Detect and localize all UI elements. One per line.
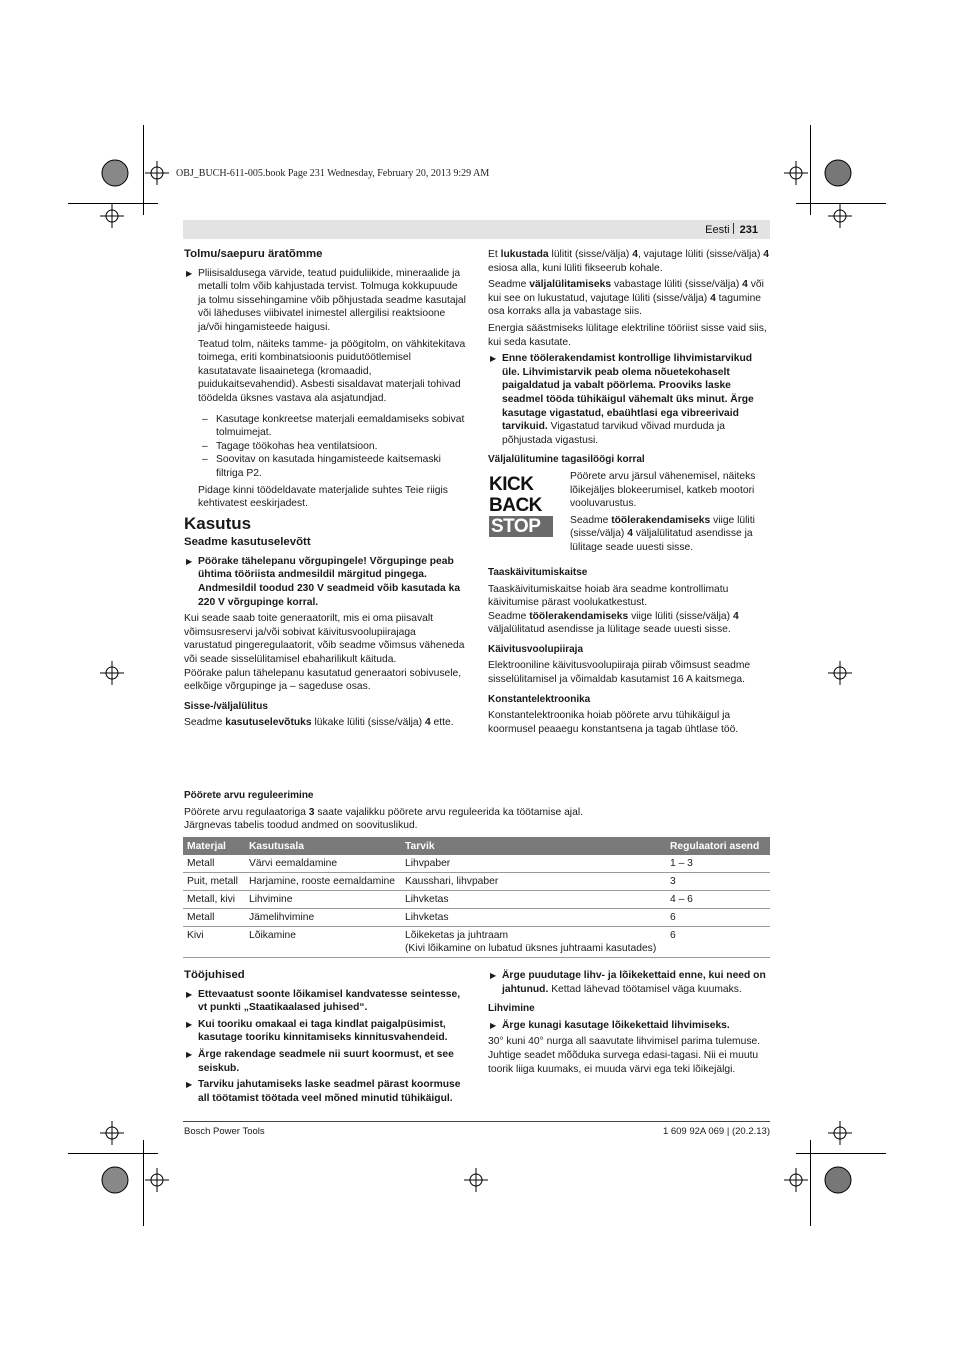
subheading-limiter: Käivitusvoolupiiraja — [488, 643, 584, 655]
paragraph: Elektrooniline käivitusvoolupiiraja piirab võimsust seadme sisselülitamisel ja võimaldab kasutamist 16 A kaitsmega. — [488, 660, 751, 686]
table-header-row — [183, 837, 770, 855]
table-row: Kivi Lõikamine Lõikeketas ja juhtraam (Kivi lõikamine on lubatud üksnes juhtraami kasutades) 6 — [183, 927, 770, 958]
footer-docnumber: 1 609 92A 069 | (20.2.13) — [662, 1126, 770, 1137]
paragraph: Pidage kinni töödeldavate materjalide suhtes Teie riigis kehtivatest eeskirjadest. — [198, 484, 448, 510]
bullet-tip: ▶ Tarviku jahutamiseks laske seadmel pärast koormuse all töötamist töötada veel mõned minutid tühikäigul. — [186, 1079, 461, 1104]
bullet-dust: ▶ Pliisisaldusega värvide, teatud puiduliikide, mineraalide ja metalli tolm võib kahjustada tervist. Tolmuga kokkupuude ja tolmu sissehingamine võib põhjustada seadme kasutajal või läheduses viibivatel inimestel allergilisi reaktsioone ja/või hingamisteede haigusi. — [186, 267, 466, 333]
subheading-constant: Konstantelektroonika — [488, 693, 591, 705]
bullet-tip: ▶ Ettevaatust soonte lõikamisel kandvatesse seintesse, vt punkti „Staatikaalased juhised“. — [186, 988, 461, 1014]
section-heading-startup: Seadme kasutuselevõtt — [184, 536, 311, 549]
bullet-voltage: ▶ Pöörake tähelepanu võrgupingele! Võrgupinge peab ühtima tööriista andmesildil märgitud pingega. Andmesildil toodud 230 V seadmeid võib kasutada ka 220 V võrgupinge korral. — [186, 555, 461, 608]
left-column — [184, 248, 466, 733]
bullet-tip: ▶ Ärge kunagi kasutage lõikekettaid lihvimiseks. — [490, 1019, 730, 1031]
bullet-arrow-icon: ▶ — [490, 1020, 497, 1030]
subheading-restart: Taaskäivitumiskaitse — [488, 566, 588, 578]
kickback-block — [488, 470, 770, 560]
table-header: Kasutusala — [245, 837, 401, 855]
footer-rule — [183, 1121, 770, 1122]
subheading-kickback: Väljalülitumine tagasilöögi korral — [488, 454, 645, 466]
bullet-arrow-icon: ▶ — [186, 1080, 193, 1090]
paragraph: Energia säästmiseks lülitage elektriline tööriist sisse vaid siis, kui seda kasutate. — [488, 322, 767, 348]
section-heading-dust: Tolmu/saepuru äratõmme — [184, 248, 323, 260]
bullet-tip: ▶ Ärge rakendage seadmele nii suurt koormust, et see seiskub. — [186, 1048, 454, 1074]
subheading-speed: Pöörete arvu reguleerimine — [184, 790, 314, 801]
paragraph: Seadme töölerakendamiseks viige lüliti (sisse/välja) 4 väljalülitatud asendisse ja lülitage seade uuesti sisse. — [488, 610, 739, 636]
subheading-onoff: Sisse-/väljalülitus — [184, 700, 268, 712]
paragraph: Pöörake palun tähelepanu kasutatud generaatori sobivusele, eelkõige võrgupinge ja – sageduse osas. — [184, 667, 462, 693]
paragraph: Pöörete arvu järsul vähenemisel, näiteks lõikejäljes blokeerumisel, katkeb mootori vooluvarustus. — [570, 470, 756, 510]
page-number: 231 — [739, 224, 758, 236]
tips-left-column — [184, 969, 466, 1108]
paragraph: Järgnevas tabelis toodud andmed on soovituslikud. — [184, 820, 418, 832]
dash-item: – Kasutage konkreetse materjali eemaldamiseks sobivat tolmuimejat. — [202, 413, 465, 439]
right-column — [488, 248, 770, 739]
tips-right-column — [488, 969, 770, 1079]
table-header: Regulaatori asend — [666, 837, 770, 855]
dash-item: – Soovitav on kasutada hingamisteede kaitsemaski filtriga P2. — [202, 454, 441, 479]
bullet-arrow-icon: ▶ — [186, 1019, 193, 1029]
subheading-grinding: Lihvimine — [488, 1003, 535, 1015]
speed-table — [183, 837, 770, 958]
header-language: Eesti — [705, 224, 730, 236]
paragraph: Et lukustada lülitit (sisse/välja) 4, vajutage lüliti (sisse/välja) 4 esiosa alla, kuni lüliti fikseerub kohale. — [488, 249, 770, 274]
kickback-stop-logo: KICK BACK STOP — [489, 474, 553, 538]
paragraph: Seadme kasutuselevõtuks lükake lüliti (sisse/välja) 4 ette. — [184, 717, 454, 729]
bullet-arrow-icon: ▶ — [186, 556, 193, 566]
footer-brand: Bosch Power Tools — [184, 1126, 265, 1137]
speed-section — [184, 783, 770, 836]
page-header — [183, 220, 770, 239]
paragraph: Pöörete arvu regulaatoriga 3 saate vajalikku pöörete arvu reguleerida ka töötamise ajal. — [184, 806, 583, 818]
bullet-arrow-icon: ▶ — [186, 989, 193, 999]
table-row: Puit, metall Harjamine, rooste eemaldamine Kausshari, lihvpaber 3 — [183, 873, 770, 891]
bullet-arrow-icon: ▶ — [186, 1049, 193, 1059]
paragraph: 30° kuni 40° nurga all saavutate lihvimisel parima tulemuse. Juhtige seadet mõõduka survega edasi-tagasi. Nii ei muutu toorik liiga kuumaks, ei muuda värvi ega teki lõikejälgi. — [488, 1036, 761, 1075]
table-header: Tarvik — [401, 837, 666, 855]
print-header: OBJ_BUCH-611-005.book Page 231 Wednesday, February 20, 2013 9:29 AM — [176, 168, 490, 179]
dash-item: – Tagage töökohas hea ventilatsioon. — [202, 440, 378, 452]
bullet-tip: ▶ Kui tooriku omakaal ei taga kindlat paigalpüsimist, kasutage tooriku kinnitamiseks kinnitusvahendeid. — [186, 1018, 448, 1044]
table-row: Metall Värvi eemaldamine Lihvpaber 1 – 3 — [183, 855, 770, 873]
paragraph: Seadme töölerakendamiseks viige lüliti (sisse/välja) 4 väljalülitatud asendisse ja lülitage seade uuesti sisse. — [570, 514, 755, 553]
table-row: Metall, kivi Lihvimine Lihvketas 4 – 6 — [183, 891, 770, 909]
paragraph: Konstantelektroonika hoiab pöörete arvu tühikäigul ja koormusel peaaegu konstantsena ja tagab ühtlase töö. — [488, 710, 739, 735]
bullet-arrow-icon: ▶ — [490, 354, 497, 364]
paragraph: Teatud tolm, näiteks tamme- ja pöögitolm, on vähkitekitava toimega, eriti kombinatsioonis puidutöötlemisel kasutatavate lisaainetega (kromaadid, puidukaitsevahendid). Asbesti sisaldavat materjali tohivad töödelda üksnes vastava ala asjatundjad. — [198, 338, 466, 404]
bullet-check-tools: ▶ Enne töölerakendamist kontrollige lihvimistarvikud üle. Lihvimistarvik peab olema nõuetekohaselt paigaldatud ja vabalt pöörlema. Prooviks laske seadmel tööda tühikäigul vähemalt üks minut. Ärge kasutage vigastatud, ebaühtlasi ega vibreerivaid tarvikuid. Vigastatud tarvikud võivad murduda ja põhjustada vigastusi. — [490, 353, 754, 446]
bullet-arrow-icon: ▶ — [490, 971, 497, 980]
table-header: Materjal — [183, 837, 245, 855]
bullet-arrow-icon: ▶ — [186, 268, 193, 278]
table-row: Metall Jämelihvimine Lihvketas 6 — [183, 909, 770, 927]
section-title-kasutus: Kasutus — [184, 513, 252, 533]
paragraph: Kui seade saab toite generaatorilt, mis ei oma piisavalt võimsusreservi ja/või sobivat käivitusvoolupiirajaga varustatud pingeregulaatorit, võib seadme võimsus väheneda või seade sisselülitamisel ebaharilikult käituda. — [184, 613, 465, 666]
paragraph: Taaskäivitumiskaitse hoiab ära seadme kontrollimatu käivitumise pärast voolukatkestust. — [488, 583, 729, 609]
section-heading-tips: Tööjuhised — [184, 969, 245, 981]
table-note: (Kivi lõikamine on lubatud üksnes juhtraami kasutades) — [405, 943, 657, 954]
bullet-tip: ▶ Ärge puudutage lihv- ja lõikekettaid enne, kui need on jahtunud. Kettad lähevad töötamisel väga kuumaks. — [490, 970, 766, 995]
paragraph: Seadme väljalülitamiseks vabastage lüliti (sisse/välja) 4 või kui see on lukustatud, vajutage lüliti (sisse/välja) 4 tagumine osa korraks alla ja vabastage siis. — [488, 279, 764, 318]
